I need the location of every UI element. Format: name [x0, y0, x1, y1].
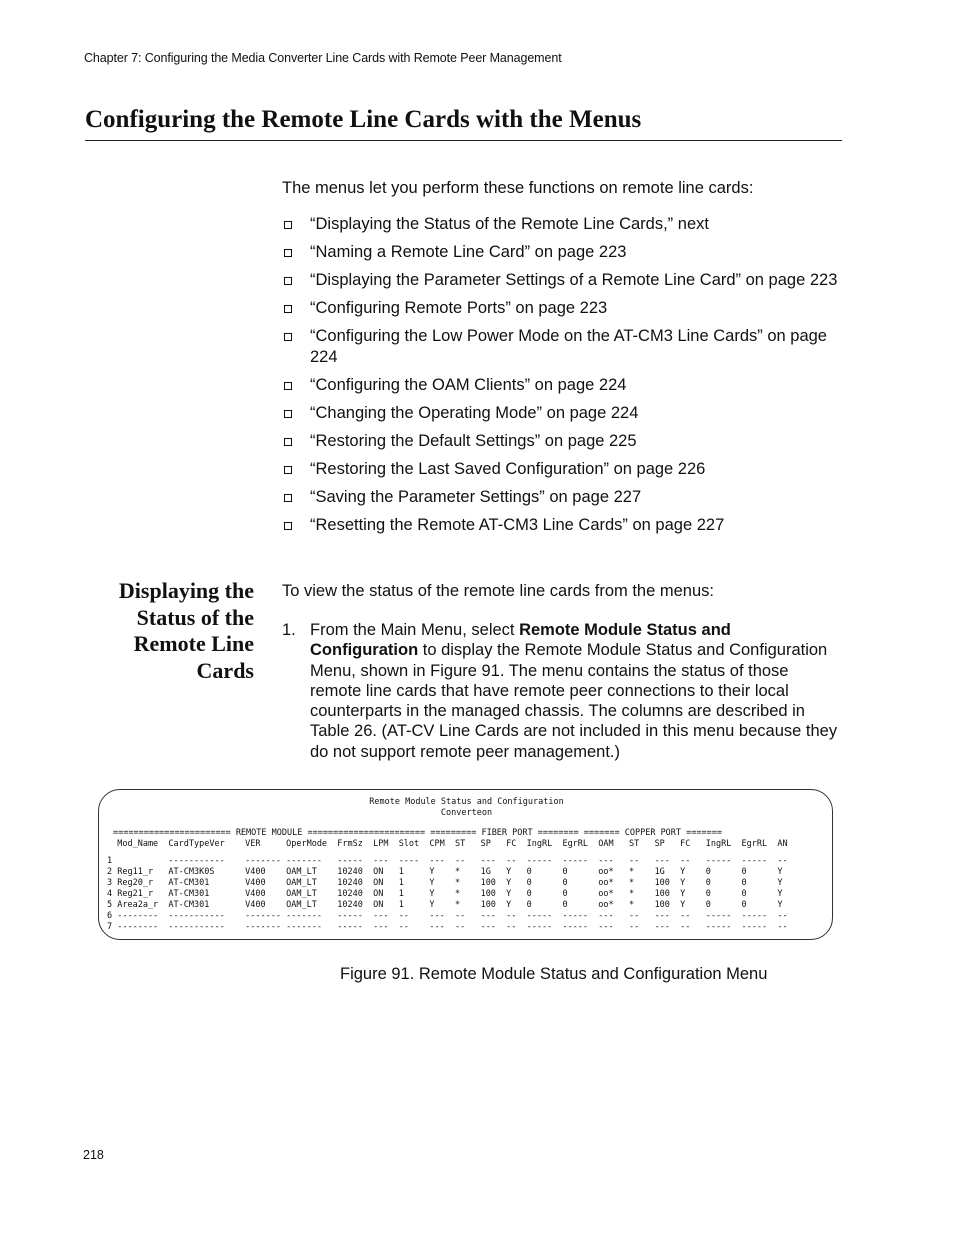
checkbox-bullet-icon: [284, 410, 292, 418]
list-item: [282, 459, 842, 480]
list-item-text: “Saving the Parameter Settings” on page 227: [310, 487, 642, 506]
table-row: 5 Area2a_r AT-CM301 V400 OAM_LT 10240 ON 1 Y * 100 Y 0 0 oo* * 100 Y 0 0 Y: [107, 900, 783, 910]
table-row: 7 -------- ----------- ------- ------- ----- --- -- --- -- --- -- ----- ----- --- -- --- -- ----- ----- --: [107, 922, 788, 932]
checkbox-bullet-icon: [284, 438, 292, 446]
list-item-text: “Restoring the Last Saved Configuration” on page 226: [310, 459, 706, 478]
running-header: Chapter 7: Configuring the Media Converter Line Cards with Remote Peer Management: [84, 51, 562, 65]
terminal-screen-figure: [98, 789, 833, 940]
list-item: [282, 326, 842, 367]
list-item-text: “Configuring the OAM Clients” on page 224: [310, 375, 627, 394]
table-row: 4 Reg21_r AT-CM301 V400 OAM_LT 10240 ON 1 Y * 100 Y 0 0 oo* * 100 Y 0 0 Y: [107, 889, 783, 899]
intro-paragraph: The menus let you perform these functions on remote line cards:: [282, 179, 754, 197]
screen-column-header: Mod_Name CardTypeVer VER OperMode FrmSz LPM Slot CPM ST SP FC IngRL EgrRL OAM ST SP FC IngRL EgrRL AN: [107, 839, 788, 849]
table-row: 1 ----------- ------- ------- ----- --- ---- --- -- --- -- ----- ----- --- -- --- -- ----- ----- --: [107, 856, 788, 866]
list-item-text: “Displaying the Parameter Settings of a Remote Line Card” on page 223: [310, 271, 838, 289]
list-item: [282, 298, 842, 319]
list-item-text: “Changing the Operating Mode” on page 224: [310, 403, 639, 422]
screen-subtitle: Converteon: [440, 808, 493, 818]
table-row: 2 Reg11_r AT-CM3K0S V400 OAM_LT 10240 ON 1 Y * 1G Y 0 0 oo* * 1G Y 0 0 Y: [107, 867, 783, 877]
step-text: From the Main Menu, select Remote Module Status and Configuration to display the Remote Module Status and Configuration Menu, shown in Figure 91. The menu contains the status of those remote line cards that have remote peer connections to their local counterparts in the managed chassis. The columns are described in Table 26. (AT-CV Line Cards are not included in this menu because they do not support remote peer management.): [310, 621, 838, 761]
function-list: [282, 214, 842, 543]
section-title: Configuring the Remote Line Cards with the Menus: [85, 106, 642, 133]
list-item: [282, 214, 842, 235]
checkbox-bullet-icon: [284, 277, 292, 285]
procedure-step: [282, 620, 842, 762]
list-item: [282, 270, 842, 291]
checkbox-bullet-icon: [284, 382, 292, 390]
checkbox-bullet-icon: [284, 466, 292, 474]
table-row: 6 -------- ----------- ------- ------- ----- --- -- --- -- --- -- ----- ----- --- -- --- -- ----- ----- --: [107, 911, 788, 921]
lead-paragraph: To view the status of the remote line cards from the menus:: [282, 582, 714, 600]
list-item: [282, 403, 842, 424]
subsection-heading: Displaying the Status of the Remote Line Cards: [118, 578, 254, 683]
list-item-text: “Configuring Remote Ports” on page 223: [310, 299, 608, 317]
screen-title: Remote Module Status and Configuration: [369, 797, 564, 807]
menu-option-name: Remote Module Status and Configuration: [310, 621, 731, 660]
list-item: [282, 515, 842, 536]
checkbox-bullet-icon: [284, 522, 292, 530]
list-item: [282, 431, 842, 452]
list-item-text: “Displaying the Status of the Remote Line Cards,” next: [310, 215, 709, 233]
title-rule: [85, 140, 842, 141]
list-item: [282, 375, 842, 396]
checkbox-bullet-icon: [284, 249, 292, 257]
page-number: 218: [83, 1148, 104, 1162]
table-row: 3 Reg20_r AT-CM301 V400 OAM_LT 10240 ON 1 Y * 100 Y 0 0 oo* * 100 Y 0 0 Y: [107, 878, 783, 888]
figure-caption: Figure 91. Remote Module Status and Configuration Menu: [340, 965, 768, 983]
checkbox-bullet-icon: [284, 494, 292, 502]
screen-group-header: ======================= REMOTE MODULE ======================= ========= FIBER PORT ======== ======= COPPER PORT =======: [113, 828, 722, 838]
list-item-text: “Naming a Remote Line Card” on page 223: [310, 243, 627, 261]
list-item-text: “Restoring the Default Settings” on page 225: [310, 431, 637, 450]
list-item: [282, 487, 842, 508]
checkbox-bullet-icon: [284, 221, 292, 229]
list-item-text: “Resetting the Remote AT-CM3 Line Cards” on page 227: [310, 515, 725, 534]
list-item: [282, 242, 842, 263]
checkbox-bullet-icon: [284, 305, 292, 313]
checkbox-bullet-icon: [284, 333, 292, 341]
list-item-text: “Configuring the Low Power Mode on the AT-CM3 Line Cards” on page 224: [310, 327, 827, 366]
step-number: 1.: [282, 621, 296, 639]
